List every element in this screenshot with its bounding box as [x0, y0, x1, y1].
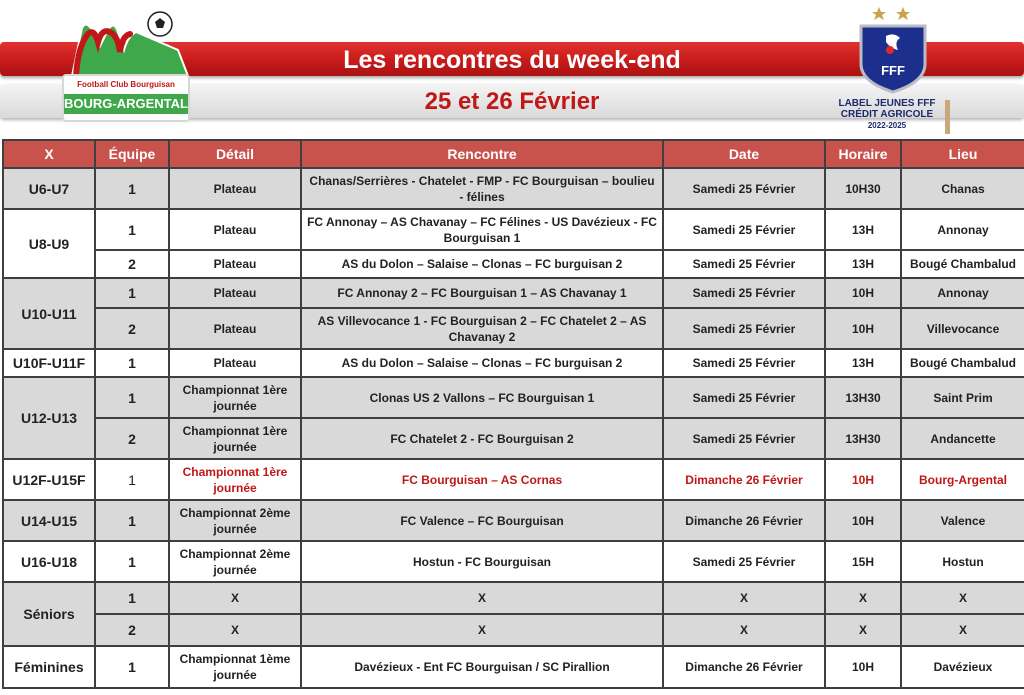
category-cell: U10F-U11F	[3, 349, 95, 377]
date-cell: Samedi 25 Février	[663, 377, 825, 418]
place-cell: Bourg-Argental	[901, 459, 1024, 500]
place-cell: Chanas	[901, 168, 1024, 209]
table-row	[3, 250, 1024, 278]
detail-cell: X	[169, 614, 301, 646]
date-cell: Samedi 25 Février	[663, 308, 825, 349]
date-cell: Samedi 25 Février	[663, 278, 825, 308]
date-cell: Dimanche 26 Février	[663, 459, 825, 500]
table-row	[3, 168, 1024, 209]
match-cell: FC Bourguisan – AS Cornas	[301, 459, 663, 500]
column-header-category: X	[3, 140, 95, 168]
place-cell: X	[901, 582, 1024, 614]
detail-cell: Plateau	[169, 250, 301, 278]
table-row	[3, 377, 1024, 418]
fff-label-line1: LABEL JEUNES FFF	[838, 98, 936, 109]
detail-cell: Plateau	[169, 308, 301, 349]
table-row	[3, 349, 1024, 377]
match-cell: Clonas US 2 Vallons – FC Bourguisan 1	[301, 377, 663, 418]
team-cell: 1	[95, 646, 169, 688]
page-subtitle: 25 et 26 Février	[424, 88, 600, 115]
table-header-row	[3, 140, 1024, 168]
page-title: Les rencontres du week-end	[343, 46, 681, 74]
team-cell: 2	[95, 614, 169, 646]
table-row-home-match	[3, 459, 1024, 500]
time-cell: 13H30	[825, 377, 901, 418]
place-cell: Valence	[901, 500, 1024, 541]
table-row	[3, 646, 1024, 688]
fff-crest-icon	[828, 2, 958, 98]
column-header-match: Rencontre	[301, 140, 663, 168]
date-cell: Samedi 25 Février	[663, 168, 825, 209]
category-cell: U12F-U15F	[3, 459, 95, 500]
category-cell: U14-U15	[3, 500, 95, 541]
date-cell: X	[663, 614, 825, 646]
date-cell: Samedi 25 Février	[663, 209, 825, 250]
time-cell: 10H	[825, 500, 901, 541]
match-cell: FC Chatelet 2 - FC Bourguisan 2	[301, 418, 663, 459]
team-cell: 2	[95, 250, 169, 278]
time-cell: X	[825, 582, 901, 614]
category-cell: U10-U11	[3, 278, 95, 349]
time-cell: 15H	[825, 541, 901, 582]
match-cell: Hostun - FC Bourguisan	[301, 541, 663, 582]
place-cell: Hostun	[901, 541, 1024, 582]
time-cell: 10H	[825, 308, 901, 349]
detail-cell: Plateau	[169, 209, 301, 250]
date-cell: Samedi 25 Février	[663, 349, 825, 377]
table-row	[3, 500, 1024, 541]
fff-label	[828, 98, 946, 131]
match-cell: AS du Dolon – Salaise – Clonas – FC burguisan 2	[301, 349, 663, 377]
place-cell: Bougé Chambalud	[901, 349, 1024, 377]
date-cell: Samedi 25 Février	[663, 418, 825, 459]
column-header-team: Équipe	[95, 140, 169, 168]
detail-cell: Plateau	[169, 168, 301, 209]
category-cell: Séniors	[3, 582, 95, 646]
time-cell: 10H	[825, 459, 901, 500]
date-cell: Samedi 25 Février	[663, 541, 825, 582]
place-cell: Andancette	[901, 418, 1024, 459]
match-cell: Davézieux - Ent FC Bourguisan / SC Pirallion	[301, 646, 663, 688]
detail-cell: Championnat 1ème journée	[169, 646, 301, 688]
time-cell: 13H	[825, 209, 901, 250]
detail-cell: Championnat 1ère journée	[169, 418, 301, 459]
detail-cell: Championnat 1ère journée	[169, 459, 301, 500]
fff-label-bar	[945, 100, 950, 134]
date-cell: Dimanche 26 Février	[663, 646, 825, 688]
column-header-date: Date	[663, 140, 825, 168]
place-cell: X	[901, 614, 1024, 646]
time-cell: 13H30	[825, 418, 901, 459]
fff-logo	[828, 2, 958, 136]
team-cell: 1	[95, 209, 169, 250]
category-cell: U12-U13	[3, 377, 95, 459]
match-cell: X	[301, 614, 663, 646]
place-cell: Davézieux	[901, 646, 1024, 688]
match-cell: AS Villevocance 1 - FC Bourguisan 2 – FC Chatelet 2 – AS Chavanay 2	[301, 308, 663, 349]
team-cell: 2	[95, 418, 169, 459]
detail-cell: Championnat 2ème journée	[169, 541, 301, 582]
table-row	[3, 278, 1024, 308]
team-cell: 1	[95, 582, 169, 614]
column-header-place: Lieu	[901, 140, 1024, 168]
time-cell: 13H	[825, 349, 901, 377]
team-cell: 1	[95, 541, 169, 582]
table-row	[3, 209, 1024, 250]
team-cell: 1	[95, 349, 169, 377]
category-cell: U16-U18	[3, 541, 95, 582]
team-cell: 2	[95, 308, 169, 349]
category-cell: U6-U7	[3, 168, 95, 209]
time-cell: 10H	[825, 278, 901, 308]
detail-cell: Plateau	[169, 349, 301, 377]
club-logo	[58, 6, 198, 126]
place-cell: Bougé Chambalud	[901, 250, 1024, 278]
date-cell: Samedi 25 Février	[663, 250, 825, 278]
table-row	[3, 614, 1024, 646]
place-cell: Annonay	[901, 278, 1024, 308]
table-row	[3, 308, 1024, 349]
place-cell: Villevocance	[901, 308, 1024, 349]
table-row	[3, 582, 1024, 614]
fixtures-table	[2, 139, 1024, 689]
match-cell: FC Valence – FC Bourguisan	[301, 500, 663, 541]
club-name: Football Club Bourguisan	[77, 80, 175, 89]
date-cell: X	[663, 582, 825, 614]
team-cell: 1	[95, 278, 169, 308]
fff-text: FFF	[881, 63, 905, 78]
table-row	[3, 541, 1024, 582]
category-cell: U8-U9	[3, 209, 95, 278]
team-cell: 1	[95, 500, 169, 541]
match-cell: Chanas/Serrières - Chatelet - FMP - FC Bourguisan – boulieu - félines	[301, 168, 663, 209]
team-cell: 1	[95, 168, 169, 209]
time-cell: 13H	[825, 250, 901, 278]
date-cell: Dimanche 26 Février	[663, 500, 825, 541]
fff-label-line2: CRÉDIT AGRICOLE	[840, 109, 934, 120]
page-header	[0, 0, 1024, 138]
detail-cell: X	[169, 582, 301, 614]
team-cell: 1	[95, 459, 169, 500]
fff-label-years: 2022-2025	[867, 121, 907, 130]
match-cell: FC Annonay – AS Chavanay – FC Félines - US Davézieux - FC Bourguisan 1	[301, 209, 663, 250]
club-town: BOURG-ARGENTAL	[64, 94, 188, 114]
detail-cell: Championnat 2ème journée	[169, 500, 301, 541]
time-cell: X	[825, 614, 901, 646]
match-cell: X	[301, 582, 663, 614]
place-cell: Saint Prim	[901, 377, 1024, 418]
detail-cell: Plateau	[169, 278, 301, 308]
column-header-detail: Détail	[169, 140, 301, 168]
column-header-time: Horaire	[825, 140, 901, 168]
team-cell: 1	[95, 377, 169, 418]
time-cell: 10H30	[825, 168, 901, 209]
match-cell: FC Annonay 2 – FC Bourguisan 1 – AS Chavanay 1	[301, 278, 663, 308]
time-cell: 10H	[825, 646, 901, 688]
category-cell: Féminines	[3, 646, 95, 688]
match-cell: AS du Dolon – Salaise – Clonas – FC burguisan 2	[301, 250, 663, 278]
place-cell: Annonay	[901, 209, 1024, 250]
detail-cell: Championnat 1ère journée	[169, 377, 301, 418]
table-row	[3, 418, 1024, 459]
